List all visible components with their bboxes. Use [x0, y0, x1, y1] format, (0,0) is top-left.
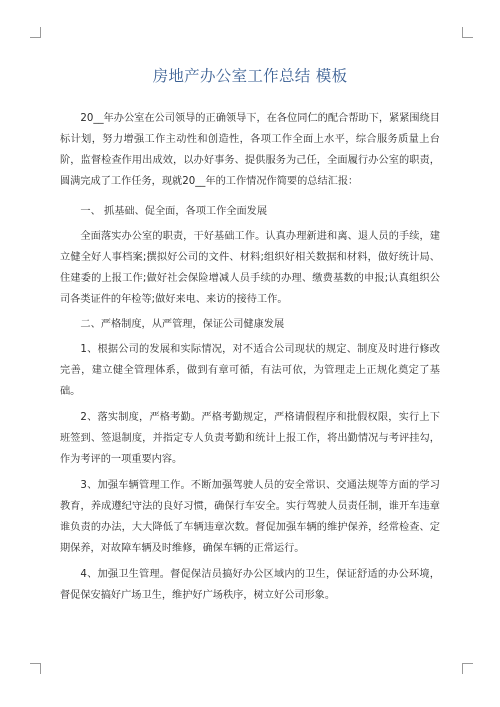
document-title: 房地产办公室工作总结 模板: [152, 67, 348, 85]
section-heading-1: 一、 抓基础、促全面，各项工作全面发展: [80, 206, 268, 217]
item-4-paragraph: 4、加强卫生管理。督促保洁员搞好办公区域内的卫生，保证舒适的办公环境，督促保安搞好广场卫生，维护好广场秩序，树立好公司形象。: [60, 569, 440, 601]
crop-mark-top-left: [30, 27, 41, 38]
item-3-paragraph: 3、加强车辆管理工作。不断加强驾驶人员的安全常识、交通法规等方面的学习教育，养成遵纪守法的良好习惯，确保行车安全。实行驾驶人员责任制，谁开车违章谁负责的办法，大大降低了车辆违章次数。督促加强车辆的维护保养，经常检查、定期保养，对故障车辆及时维修，确保车辆的正常运行。: [60, 480, 440, 554]
document-body: [60, 108, 440, 606]
section-1-paragraph: 全面落实办公室的职责，干好基础工作。认真办理新进和离、退人员的手续，建立健全好人事档案;撰拟好公司的文件、材料;组织好相关数据和材料，做好统计局、住建委的上报工作;做好社会保险增减人员手续的办理、缴费基数的申报;认真组织公司各类证件的年检等;做好来电、来访的接待工作。: [60, 231, 440, 305]
crop-mark-bottom-left: [30, 663, 41, 674]
item-2-paragraph: 2、落实制度，严格考勤。严格考勤规定，严格请假程序和批假权限，实行上下班签到、签退制度，并指定专人负责考勤和统计上报工作，将出勤情况与考评挂勾，作为考评的一项重要内容。: [60, 412, 440, 465]
crop-mark-bottom-right: [462, 663, 473, 674]
crop-mark-top-right: [462, 27, 473, 38]
intro-paragraph: 20__年办公室在公司领导的正确领导下，在各位同仁的配合帮助下，紧紧围绕目标计划，努力增强工作主动性和创造性，各项工作全面上水平，综合服务质量上台阶，监督检查作用出成效，以办好事务、提供服务为己任，全面履行办公室的职责，圆满完成了工作任务，现就20__年的工作情况作简要的总结汇报：: [60, 113, 440, 187]
item-1-paragraph: 1、根据公司的发展和实际情况，对不适合公司现状的规定、制度及时进行修改完善，建立健全管理体系，做到有章可循，有法可依，为管理走上正规化奠定了基础。: [60, 344, 440, 397]
section-heading-2: 二、严格制度，从严管理，保证公司健康发展: [80, 319, 285, 330]
